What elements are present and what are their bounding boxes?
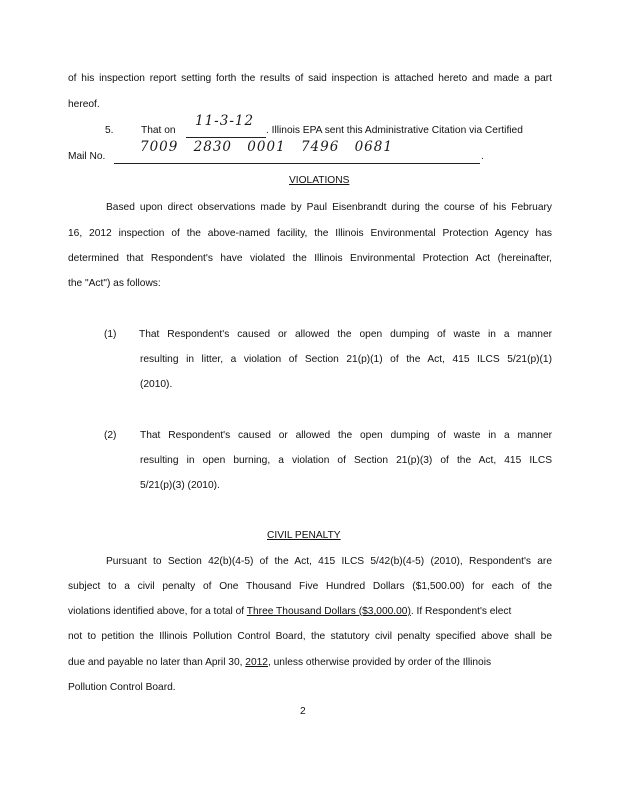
penalty-total-amount: Three Thousand Dollars ($3,000.00): [246, 606, 411, 617]
opening-line-1: of his inspection report setting forth the results of said inspection is attached hereto and made a part: [68, 73, 552, 84]
violations-intro-line-3: determined that Respondent's have violated the Illinois Environmental Protection Act (hereinafter,: [68, 253, 552, 264]
mail-label: Mail No.: [68, 151, 106, 162]
page-number: 2: [300, 706, 306, 717]
mail-handwritten-number: 7009 2830 0001 7496 0681: [140, 139, 393, 155]
item5-that-on: That on: [141, 125, 176, 136]
violations-intro-line-4: the "Act") as follows:: [68, 278, 161, 289]
penalty-line-5-end: , unless otherwise provided by order of the Illinois: [267, 657, 492, 668]
mail-end: .: [481, 151, 484, 162]
violation-2-number: (2): [104, 430, 117, 441]
violations-intro-line-1: Based upon direct observations made by Paul Eisenbrandt during the course of his February: [106, 202, 552, 213]
item5-number: 5.: [105, 125, 114, 136]
penalty-line-1: Pursuant to Section 42(b)(4-5) of the Act, 415 ILCS 5/42(b)(4-5) (2010), Respondent's are: [106, 556, 552, 567]
item5-after-date: . Illinois EPA sent this Administrative Citation via Certified: [266, 125, 523, 136]
violation-2-line-2: resulting in open burning, a violation of Section 21(p)(3) of the Act, 415 ILCS: [140, 455, 552, 466]
penalty-due-year: 2012: [245, 657, 268, 668]
penalty-line-6: Pollution Control Board.: [68, 682, 176, 693]
violations-intro-line-2: 16, 2012 inspection of the above-named facility, the Illinois Environmental Protection Agency has: [68, 228, 552, 239]
penalty-line-5: [68, 657, 491, 669]
violation-2-line-3: 5/21(p)(3) (2010).: [140, 480, 220, 491]
mail-number-underline: [114, 163, 480, 164]
violation-1-line-3: (2010).: [140, 379, 173, 390]
date-underline: [186, 137, 266, 138]
penalty-line-2: subject to a civil penalty of One Thousand Five Hundred Dollars ($1,500.00) for each of the: [68, 581, 552, 592]
violations-heading: VIOLATIONS: [289, 175, 350, 186]
violation-2-line-1: That Respondent's caused or allowed the open dumping of waste in a manner: [140, 430, 552, 441]
penalty-line-3: [68, 606, 511, 618]
opening-line-2: hereof.: [68, 99, 100, 110]
item5-handwritten-date: 11-3-12: [195, 113, 255, 129]
penalty-line-3-end: . If Respondent's elect: [410, 606, 512, 617]
violation-1-number: (1): [104, 329, 117, 340]
penalty-line-4: not to petition the Illinois Pollution Control Board, the statutory civil penalty specified above shall be: [68, 631, 552, 642]
civil-penalty-heading: CIVIL PENALTY: [267, 530, 341, 541]
violation-1-line-2: resulting in litter, a violation of Section 21(p)(1) of the Act, 415 ILCS 5/21(p)(1): [140, 354, 552, 365]
penalty-line-3-start: violations identified above, for a total of: [68, 606, 245, 617]
penalty-line-5-start: due and payable no later than April 30,: [68, 657, 243, 668]
violation-1-line-1: That Respondent's caused or allowed the open dumping of waste in a manner: [139, 329, 552, 340]
